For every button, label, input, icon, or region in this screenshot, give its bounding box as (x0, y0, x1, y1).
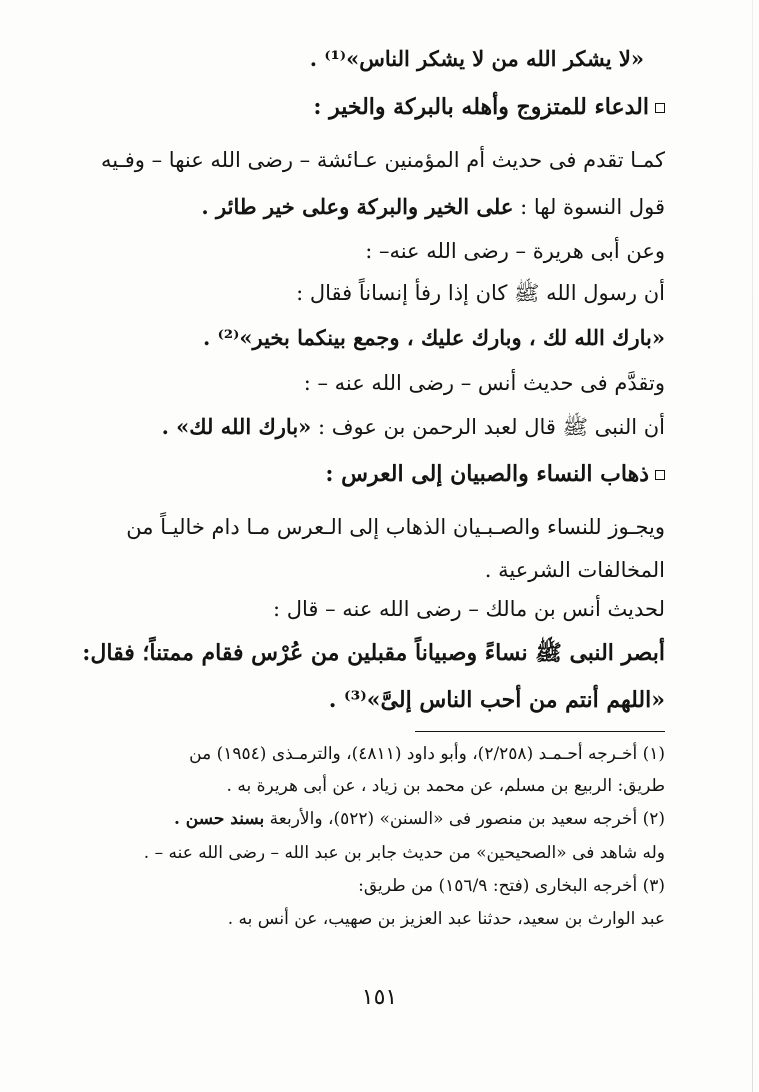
section-heading-blessing (313, 90, 665, 124)
square-bullet-icon (655, 470, 665, 480)
quoted-phrase: على الخير والبركة وعلى خير طائر . (201, 194, 514, 219)
paragraph-line: ويجـوز للنساء والصـبـيان الذهاب إلى الـعرس مـا دام خاليـاً من (126, 515, 665, 539)
narration-line: لحديث أنس بن مالك – رضى الله عنه – قال : (272, 597, 665, 621)
section-heading-wedding (325, 457, 665, 491)
paragraph-text: قول النسوة لها : (520, 195, 665, 219)
page-edge (752, 0, 753, 1092)
section-heading-text: ذهاب النساء والصبيان إلى العرس : (325, 461, 649, 487)
footnote-line: (١) أخـرجه أحـمـد (٢/٢٥٨)، وأبو داود (٤٨١١)، والترمـذى (١٩٥٤) من (189, 744, 665, 764)
footnote-line: عبد الوارث بن سعيد، حدثنا عبد العزيز بن صهيب، عن أنس به . (227, 909, 665, 929)
footnote-text: (٢) أخرجه سعيد بن منصور فى «السنن» (٥٢٢)، والأربعة (269, 809, 665, 829)
paragraph-line: كمـا تقدم فى حديث أم المؤمنين عـائشة – رضى الله عنها – وفـيه (101, 148, 665, 172)
hadith-quote-5: «اللهم أنتم من أحب الناس إلىَّ»⁽³⁾ . (328, 687, 665, 713)
narration-line: وتقدَّم فى حديث أنس – رضى الله عنه – : (303, 371, 665, 395)
footnote-grading: بسند حسن . (173, 809, 265, 829)
hadith-quote-4: أبصر النبى ﷺ نساءً وصبياناً مقبلين من عُرْس فقام ممتناً؛ فقال: (82, 640, 665, 666)
narration-line: أن رسول الله ﷺ كان إذا رفأ إنساناً فقال : (296, 281, 665, 305)
footnote-line: وله شاهد فى «الصحيحين» من حديث جابر بن عبد الله – رضى الله عنه – . (143, 843, 665, 863)
narration-line: وعن أبى هريرة – رضى الله عنه– : (365, 239, 665, 263)
narration-line (162, 410, 665, 444)
paragraph-line: المخالفات الشرعية . (484, 558, 665, 582)
square-bullet-icon (655, 103, 665, 113)
hadith-quote-3: «بارك الله لك» . (161, 414, 312, 439)
narration-text: أن النبى ﷺ قال لعبد الرحمن بن عوف : (317, 415, 665, 439)
hadith-quote-2: «بارك الله لك ، وبارك عليك ، وجمع بينكما بخير»⁽²⁾ . (203, 325, 665, 350)
footnote-line: (٣) أخرجه البخارى (فتح: ١٥٦/٩) من طريق: (358, 876, 665, 896)
hadith-quote-1: «لا يشكر الله من لا يشكر الناس»⁽¹⁾ . (309, 46, 644, 71)
paragraph-line (201, 190, 665, 224)
footnote-separator (415, 731, 665, 732)
footnote-line: طريق: الربيع بن مسلم، عن محمد بن زياد ، عن أبى هريرة به . (226, 776, 665, 796)
page-number: ١٥١ (361, 985, 398, 1010)
footnote-line (174, 805, 665, 833)
section-heading-text: الدعاء للمتزوج وأهله بالبركة والخير : (313, 94, 649, 120)
